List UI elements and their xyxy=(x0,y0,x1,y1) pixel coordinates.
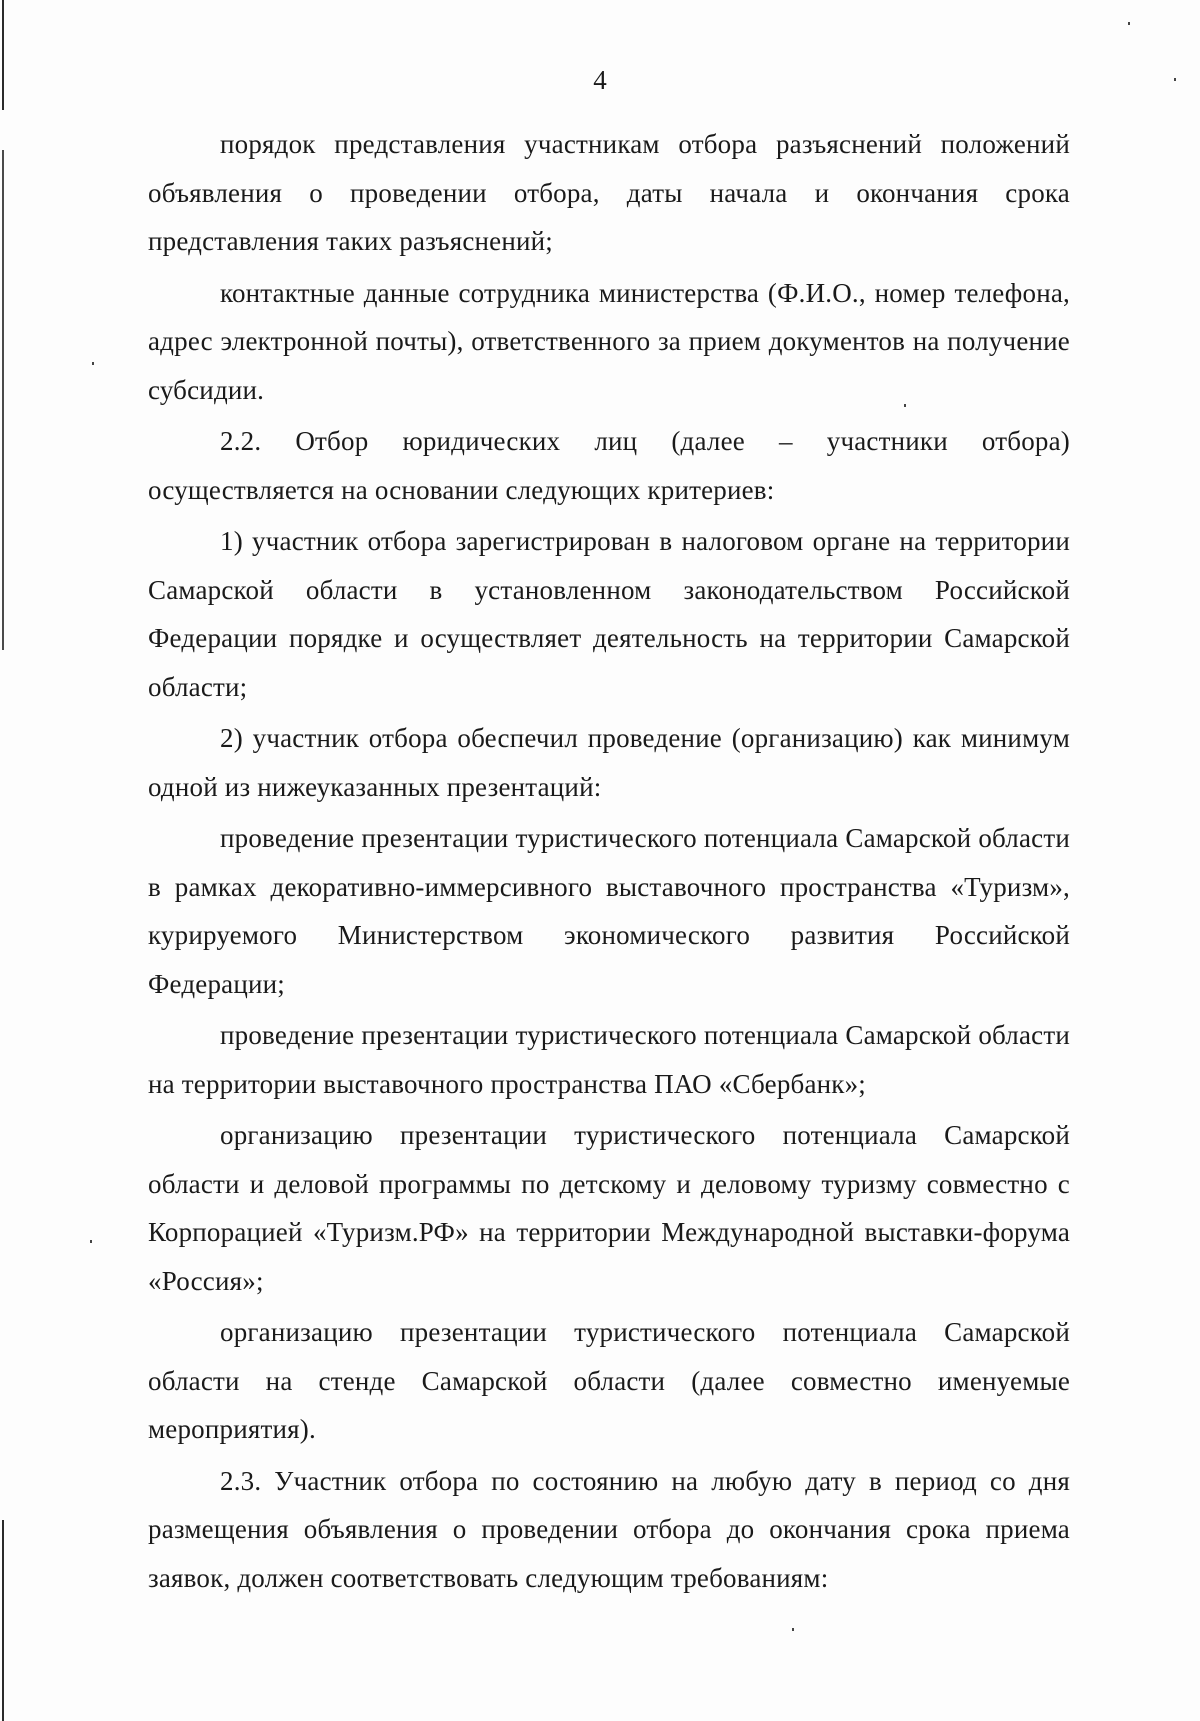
paragraph: проведение презентации туристического потенциала Самарской области в рамках декоративно-иммерсивного выставочного пространства «Туризм», курируемого Министерством экономического развития Российской Федерации; xyxy=(148,823,1070,999)
scan-edge-line xyxy=(2,1520,4,1721)
list-item-paragraph: 1) участник отбора зарегистрирован в налоговом органе на территории Самарской области в установленном законодательством Российской Федерации порядке и осуществляет деятельность на территории Самарской области; xyxy=(148,526,1070,702)
scan-speck xyxy=(792,1628,794,1631)
scan-edge-line xyxy=(2,150,4,650)
list-item-paragraph: 2) участник отбора обеспечил проведение (организацию) как минимум одной из нижеуказанных презентаций: xyxy=(148,723,1070,802)
paragraph: проведение презентации туристического потенциала Самарской области на территории выставочного пространства ПАО «Сбербанк»; xyxy=(148,1020,1070,1099)
paragraph: организацию презентации туристического потенциала Самарской области и деловой программы по детскому и деловому туризму совместно с Корпорацией «Туризм.РФ» на территории Международной выставки-форума «Россия»; xyxy=(148,1120,1070,1296)
document-body xyxy=(148,120,1070,1605)
scan-speck xyxy=(92,362,94,365)
scan-speck xyxy=(90,1240,92,1243)
scan-speck xyxy=(1128,22,1130,25)
page-number: 4 xyxy=(593,65,607,95)
section-paragraph: 2.2. Отбор юридических лиц (далее – участники отбора) осуществляется на основании следующих критериев: xyxy=(148,426,1070,505)
paragraph: порядок представления участникам отбора разъяснений положений объявления о проведении отбора, даты начала и окончания срока представления таких разъяснений; xyxy=(148,129,1070,256)
paragraph: контактные данные сотрудника министерства (Ф.И.О., номер телефона, адрес электронной почты), ответственного за прием документов на получение субсидии. xyxy=(148,277,1070,405)
section-paragraph: 2.3. Участник отбора по состоянию на любую дату в период со дня размещения объявления о проведении отбора до окончания срока приема заявок, должен соответствовать следующим требованиям: xyxy=(148,1465,1070,1593)
paragraph: организацию презентации туристического потенциала Самарской области на стенде Самарской области (далее совместно именуемые мероприятия). xyxy=(148,1317,1070,1444)
